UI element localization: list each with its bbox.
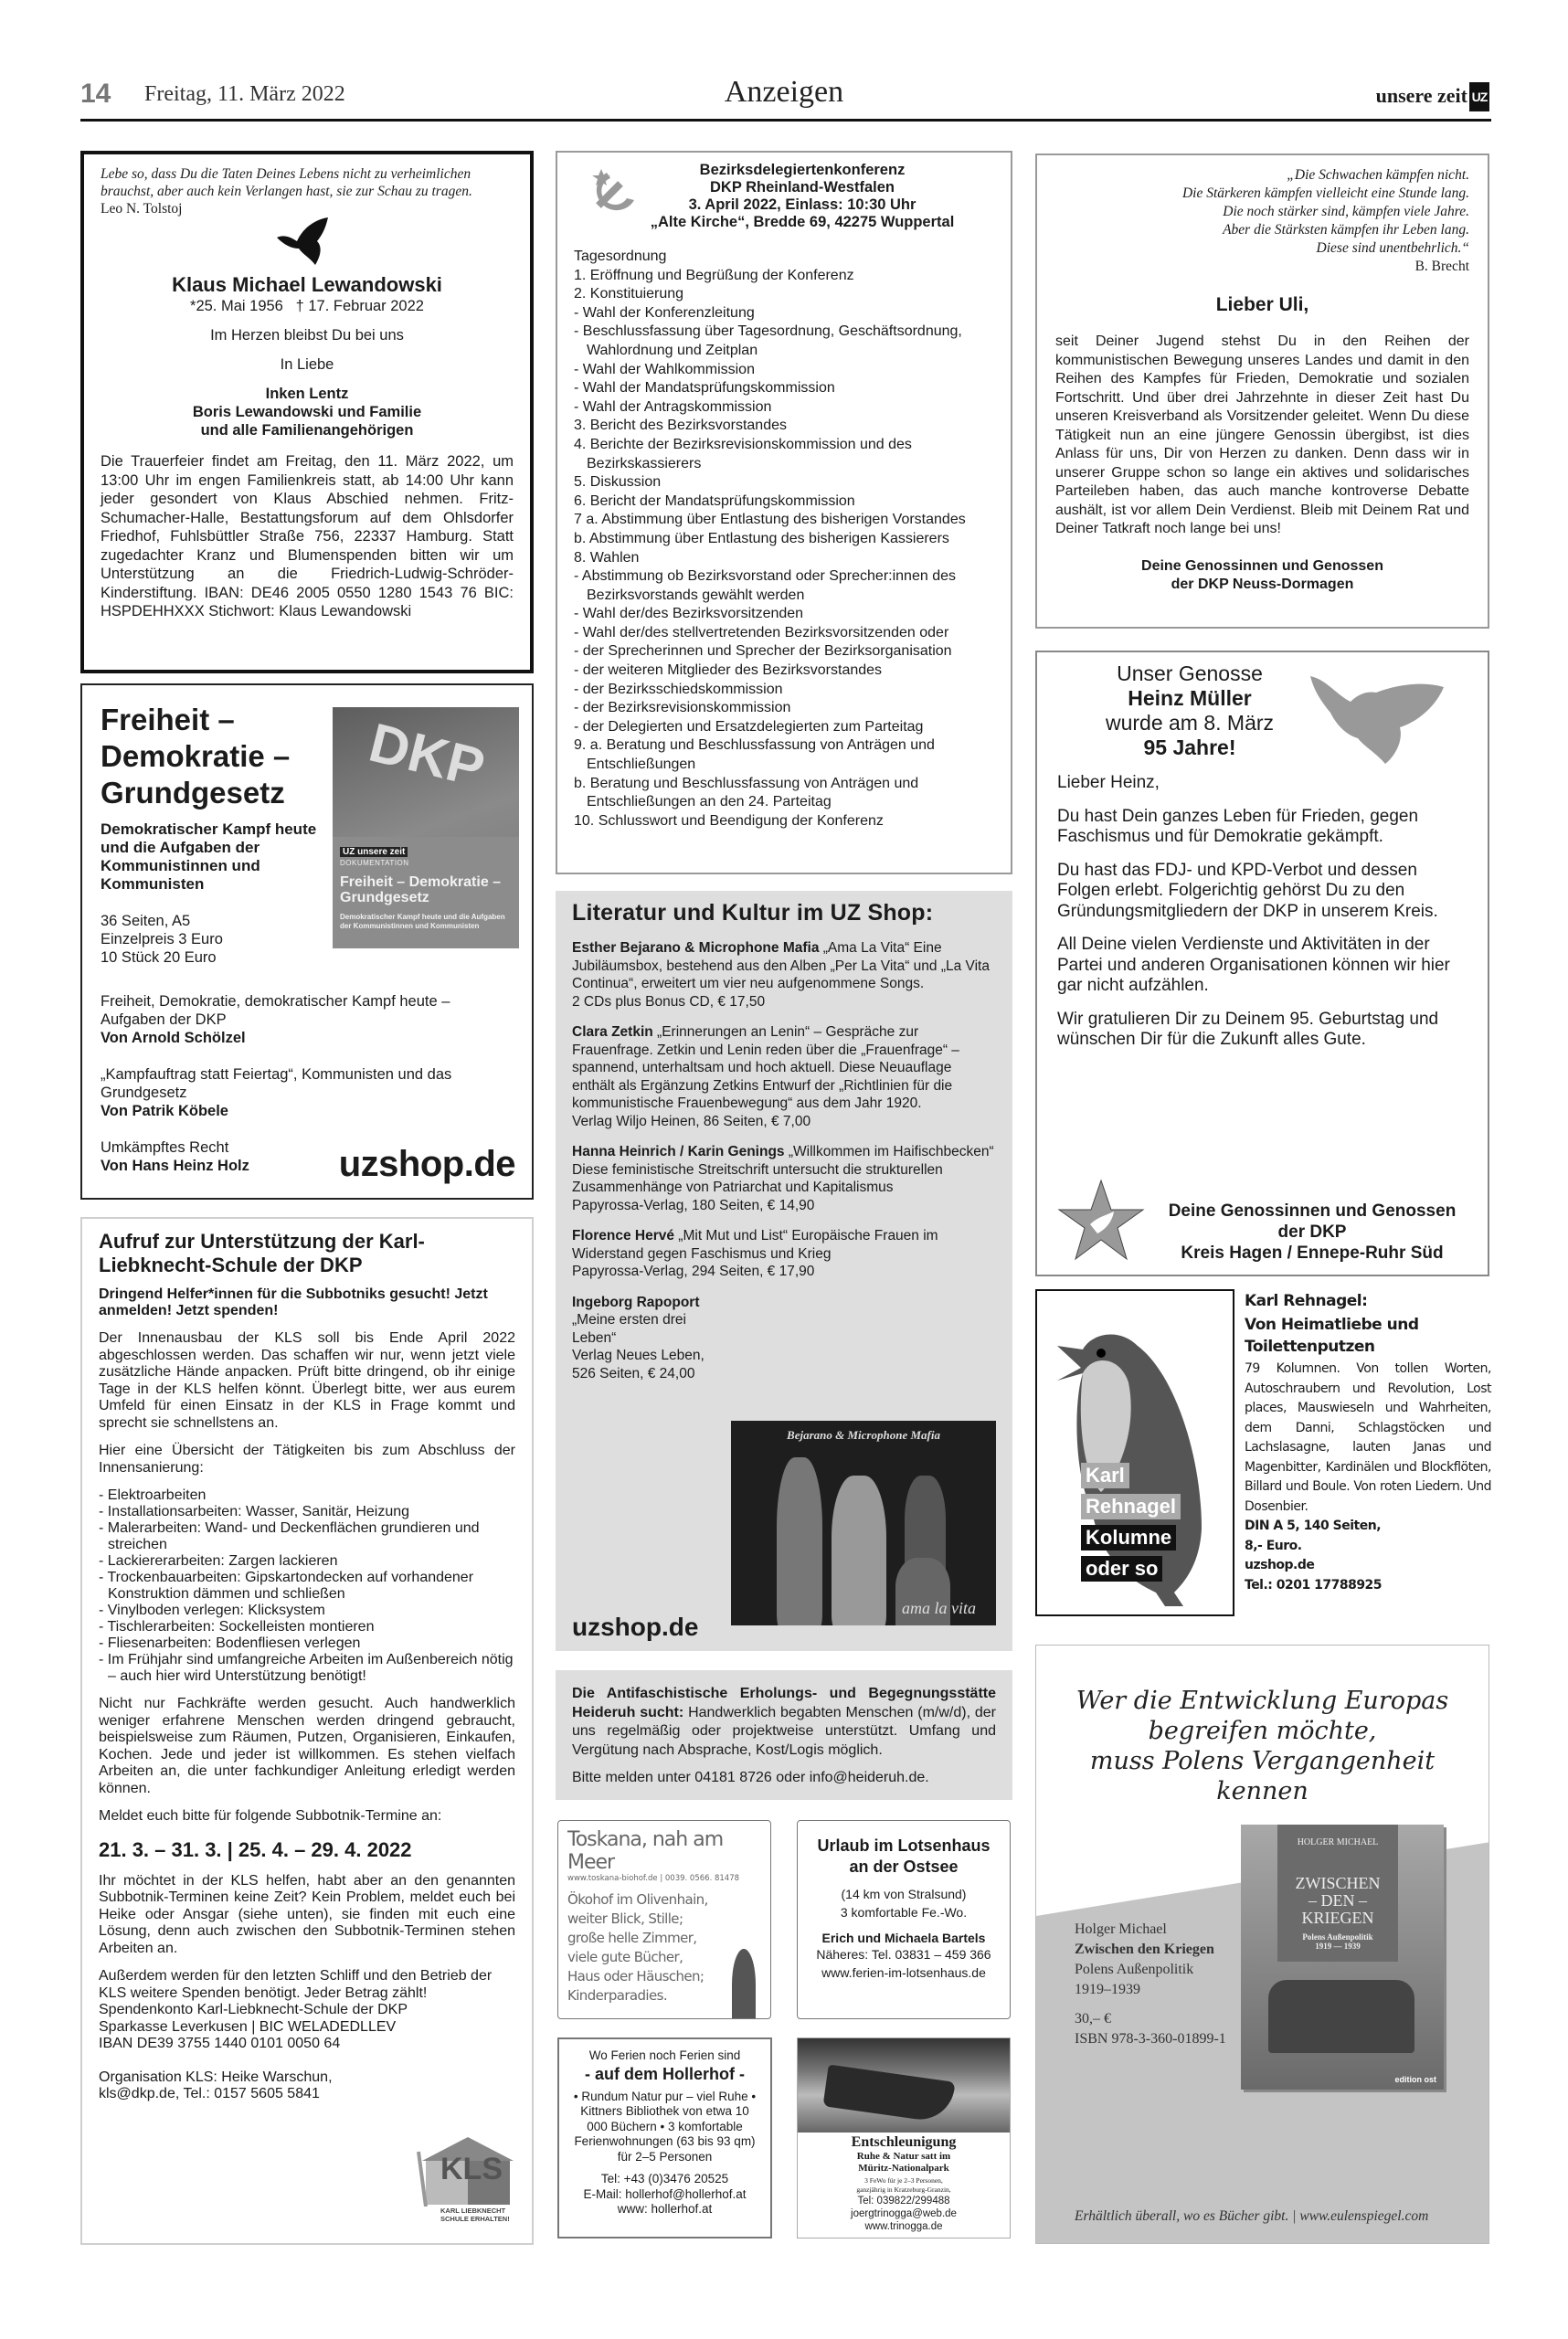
agenda-item: 5. Diskussion — [574, 474, 662, 491]
rehnagel-description: 79 Kolumnen. Von tollen Worten, Autoschraubern und Revolution, Lost places, Mauswieseln und Wahrheiten, dem Danni, Schlagstöcken und Lachslasagne, lauten Janas und Magenbitter, Kardinälen und Blockflöten, Billard und Boule. Von roten Liedern. Und Dosenbier. — [1245, 1361, 1491, 1514]
book-cover-image — [1241, 1825, 1444, 2090]
toskana-line: große helle Zimmer, — [567, 1930, 697, 1946]
obituary-ad — [80, 151, 534, 673]
cover-title-line: ZWISCHEN — [1295, 1874, 1381, 1892]
article-item — [101, 1065, 493, 1120]
item-author: Ingeborg Rapoport — [572, 1294, 700, 1310]
item-price: Verlag Neues Leben, 526 Seiten, € 24,00 — [572, 1348, 705, 1381]
cd-cover-title: Bejarano & Microphone Mafia — [787, 1428, 940, 1442]
contact-info — [99, 2069, 515, 2103]
agenda-item: 2. Konstituierung — [574, 286, 684, 302]
item-text: „Mit Mut und List“ Europäische Frauen im Widerstand gegen Faschismus und Krieg — [572, 1228, 938, 1262]
star-dove-icon — [1057, 1179, 1145, 1265]
signature — [1055, 557, 1469, 594]
rehnagel-subtitle: Von Heimatliebe und Toilettenputzen — [1245, 1316, 1419, 1356]
signature-line: Deine Genossinnen und Genossen — [1168, 1201, 1457, 1221]
article-title: „Kampfauftrag statt Feiertag“, Kommunisten und das Grundgesetz — [101, 1066, 452, 1101]
book-cover-image — [333, 707, 519, 948]
agenda-item: - Wahl der Wahlkommission — [574, 361, 755, 377]
task-item: - Lackiererarbeiten: Zargen lackieren — [99, 1553, 338, 1569]
item-author: Clara Zetkin — [572, 1024, 653, 1040]
task-item: - Trockenbauarbeiten: Gipskartondecken auf vorhandener Konstruktion dämmen und schließen — [99, 1570, 474, 1602]
task-item: - Fliesenarbeiten: Bodenfliesen verlegen — [99, 1635, 361, 1651]
agenda-list — [574, 248, 994, 831]
heideruh-text: Handwerklich begabten Menschen (m/w/d), der uns regelmäßig oder projektweise unterstützt. Umfang und Vergütung nach Absprache, Kost/Logis möglich. — [572, 1704, 996, 1758]
hollerhof-intro: Wo Ferien noch Ferien sind — [588, 2048, 741, 2062]
article-title: Umkämpftes Recht — [101, 1139, 229, 1156]
brand-name: unsere zeit — [1375, 84, 1467, 107]
agenda-item: - der Bezirksrevisionskommission — [574, 700, 791, 716]
info-line: (14 km von Stralsund) — [841, 1887, 967, 1901]
info-line: ganzjährig in Kratzeburg-Granzin, — [856, 2186, 951, 2194]
deceased-name: Klaus Michael Lewandowski — [172, 273, 442, 296]
obituary-body: Die Trauerfeier findet am Freitag, den 11. März 2022, um 13:00 Uhr im engen Familienkreis statt, ab 14:00 Uhr kann jeder gesondert von Klaus Abschied nehmen. Fritz-Schumacher-Halle, Bestattungsforum auf dem Ohlsdorfer Friedhof, Fuhlsbüttler Straße 756, 22337 Hamburg. Statt zugedachter Kranz und Blumenspenden bitten wir um Unterstützung an die Friedrich-Ludwig-Schröder-Kinderstiftung. IBAN: DE46 2005 0550 1280 1543 76 BIC: HSPDEHHXXX Stichwort: Klaus Lewandowski — [101, 453, 514, 619]
headline-line: kennen — [1216, 1777, 1308, 1805]
birthday-body — [1057, 773, 1467, 1051]
mourners — [101, 385, 514, 439]
body-paragraph: Du hast das FDJ- und KPD-Verbot und dessen Folgen erlebt. Folgerichtig gehörst Du zu den Gründungsmitgliedern der DKP in unserem Kreis. — [1057, 860, 1438, 921]
task-item: - Elektroarbeiten — [99, 1487, 207, 1503]
toskana-line: Kinderparadies. — [567, 1987, 668, 2004]
contact-line: Organisation KLS: Heike Warschun, — [99, 2069, 333, 2085]
lotsenhaus-info — [807, 1885, 1001, 1921]
detail-line: DIN A 5, 140 Seiten, — [1245, 1519, 1382, 1533]
agenda-item: - Wahl der Konferenzleitung — [574, 304, 755, 321]
agenda-item: - der Sprecherinnen und Sprecher der Bezirksorganisation — [574, 643, 952, 660]
birthday-header — [1057, 661, 1322, 760]
eulenspiegel-book-ad — [1035, 1645, 1489, 2244]
issue-date: Freitag, 11. März 2022 — [144, 82, 345, 106]
item-price: Verlag Wiljo Heinen, 86 Seiten, € 7,00 — [572, 1113, 811, 1129]
greeting: Lieber Uli, — [1215, 294, 1309, 315]
rehnagel-details — [1245, 1517, 1491, 1595]
uz-shop-ad — [556, 891, 1012, 1651]
rehnagel-cover-image — [1035, 1289, 1234, 1616]
appeal-lead: Dringend Helfer*innen für die Subbotniks gesucht! Jetzt anmelden! Jetzt spenden! — [99, 1286, 488, 1318]
signature-line: Deine Genossinnen und Genossen — [1141, 557, 1383, 574]
book-subtitle: Demokratischer Kampf heute und die Aufgaben der Kommunistinnen und Kommunisten — [101, 820, 317, 893]
hollerhof-contact — [570, 2172, 759, 2217]
info-line: 3 komfortable Fe.-Wo. — [840, 1905, 968, 1920]
subtitle-line: Müritz-Nationalpark — [858, 2163, 949, 2174]
header-line: „Alte Kirche“, Bredde 69, 42275 Wuppertal — [650, 214, 955, 230]
ad-footer — [1075, 2208, 1428, 2225]
book-author: Holger Michael — [1075, 1921, 1167, 1937]
article-item — [101, 992, 493, 1047]
spec-line: 36 Seiten, A5 — [101, 913, 191, 929]
body-paragraph: All Deine vielen Verdienste und Aktivitäten in der Partei und anderen Organisationen können wir hier gar nicht aufzählen. — [1057, 935, 1450, 995]
appeal-paragraph: Ihr möchtet in der KLS helfen, habt aber an den genannten Subbotnik-Terminen keine Zeit? Kein Problem, meldet euch bei Heike oder Ansgar (siehe unten), sie finden mit euch eine Lösung, denn auch zwischen den Subbotnik-Terminen stehen Arbeiten an. — [99, 1872, 515, 1956]
toskana-ad — [557, 1820, 771, 2019]
agenda-item: b. Abstimmung über Entlastung des bisherigen Kassierers — [574, 530, 949, 546]
book-info — [1075, 1920, 1226, 2049]
item-text: „Meine ersten drei Leben“ — [572, 1312, 686, 1346]
item-author: Florence Hervé — [572, 1228, 674, 1244]
agenda-item: 3. Bericht des Bezirksvorstandes — [574, 418, 787, 434]
agenda-item: 10. Schlusswort und Beendigung der Konferenz — [574, 812, 884, 829]
kls-logo-text: KLS — [440, 2152, 503, 2186]
rehnagel-ad-text — [1245, 1290, 1491, 1595]
uz-logo: UZ — [1469, 82, 1489, 111]
contact-line: E-Mail: hollerhof@hollerhof.at — [583, 2186, 747, 2201]
hollerhof-ad — [557, 2037, 772, 2238]
appeal-paragraph: Meldet euch bitte für folgende Subbotnik-Termine an: — [99, 1808, 442, 1824]
agenda-item: 1. Eröffnung und Begrüßung der Konferenz — [574, 267, 854, 283]
quote-line: „Die Schwachen kämpfen nicht. — [1287, 167, 1469, 183]
agenda-item: - Wahl der/des Bezirksvorsitzenden — [574, 606, 804, 622]
heideruh-lead: Die Antifaschistische Erholungs- und Begegnungsstätte Heideruh sucht: — [572, 1686, 996, 1720]
donation-line: Sparkasse Leverkusen | BIC WELADEDLLEV — [99, 2018, 397, 2035]
donation-line: IBAN DE39 3755 1440 0101 0050 64 — [99, 2036, 341, 2051]
trinogga-subtitle — [798, 2151, 1010, 2175]
title-line: Grundgesetz — [101, 776, 285, 810]
freiheit-book-ad — [80, 683, 534, 1200]
task-item: - Tischlerarbeiten: Sockelleisten montieren — [99, 1619, 375, 1635]
contact-line: kls@dkp.de, Tel.: 0157 5605 5841 — [99, 2086, 320, 2101]
item-price: Papyrossa-Verlag, 294 Seiten, € 17,90 — [572, 1264, 815, 1279]
dove-icon — [101, 217, 514, 270]
obituary-line: In Liebe — [280, 356, 334, 373]
donation-line: Außerdem werden für den letzten Schliff und den Betrieb der KLS weitere Spenden benötigt. Jeder Betrag zählt! — [99, 1968, 493, 2001]
header-rule — [80, 119, 1491, 122]
trinogga-contact — [798, 2195, 1010, 2233]
cover-years: 1919 — 1939 — [1315, 1942, 1361, 1951]
agenda-item: b. Beratung und Beschlussfassung von Anträgen und Entschließungen an den 24. Parteitag — [574, 775, 919, 810]
agenda-item: 7 a. Abstimmung über Entlastung des bisherigen Vorstandes — [574, 512, 966, 528]
task-item: - Installationsarbeiten: Wasser, Sanitär, Heizung — [99, 1504, 410, 1519]
cypress-image — [732, 1949, 756, 2019]
task-list — [99, 1487, 515, 1685]
cover-tag: Rehnagel — [1081, 1494, 1181, 1519]
birthday-ad — [1035, 651, 1489, 1276]
headline-line: muss Polens Vergangenheit — [1089, 1747, 1436, 1775]
shop-item — [572, 1227, 996, 1281]
quote-line: Die Stärkeren kämpfen vielleicht eine Stunde lang. — [1181, 185, 1469, 201]
tribute-body: seit Deiner Jugend stehst Du in den Reihen der kommunistischen Bewegung unseres Landes und damit in den Reihen des Kampfes für Frieden, Demokratie und sozialen Fortschritt. Und über drei Jahrzehnte in dieser Zeit hast Du unseren Kreisverband als Vorsitzender geleitet. Wenn Du diese Tätigkeit nun an eine jüngere Genossin übergibst, ist dies Anlass für uns, Dir von Herzen zu danken. Denn dass wir in unserer Gruppe schon so lange ein aktives und solidarisches Parteileben haben, das auch manche kontroverse Debatte aushält, ist vor allem Dein Verdienst. Bleib mit Deinem Rat und Deiner Tatkraft noch lange bei uns! — [1055, 333, 1469, 536]
title-line: Freiheit – — [101, 703, 235, 736]
agenda-item: 4. Berichte der Bezirksrevisionskommission und des Bezirkskassierers — [574, 436, 912, 471]
obituary-line: Im Herzen bleibst Du bei uns — [210, 327, 404, 344]
hollerhof-text: • Rundum Natur pur – viel Ruhe • Kittners Bibliothek von etwa 10 000 Büchern • 3 komfortable Ferienwohnungen (63 bis 93 qm) für 2–5 Personen — [573, 2089, 757, 2164]
kls-logo — [413, 2133, 514, 2225]
body-paragraph: Wir gratulieren Dir zu Deinem 95. Geburtstag und wünschen Dir für die Zukunft alles Gute. — [1057, 1009, 1439, 1049]
quote-line: Die noch stärker sind, kämpfen viele Jahre. — [1223, 204, 1469, 219]
subbotnik-dates: 21. 3. – 31. 3. | 25. 4. – 29. 4. 2022 — [99, 1837, 412, 1861]
item-price: Papyrossa-Verlag, 180 Seiten, € 14,90 — [572, 1197, 815, 1213]
section-title: Anzeigen — [724, 75, 844, 109]
item-text: „Erinnerungen an Lenin“ – Gespräche zur Frauenfrage. Zetkin und Lenin reden über die „Frauenfrage“ – spannend, unterhaltsam und hoch aktuell. Diese Neuauflage enthält als Ergänzung Zetkins Entwurf der „Richtlinien für die kommunistische Frauenbewegung“ aus dem Jahr 1920. — [572, 1024, 959, 1111]
book-title: Zwischen den Kriegen — [1075, 1942, 1214, 1957]
trinogga-title: Entschleunigung — [851, 2134, 957, 2150]
cd-cover-subtitle: ama la vita — [902, 1599, 976, 1617]
cover-series: DOKUMENTATION — [340, 859, 409, 867]
header-line: Unser Genosse — [1117, 661, 1263, 685]
headline-line: Wer die Entwicklung Europas — [1075, 1687, 1449, 1715]
info-line: 3 FeWo für je 2–3 Personen, — [864, 2176, 943, 2185]
header-line: DKP Rheinland-Westfalen — [709, 179, 895, 196]
contact-line: Tel: +43 (0)3476 20525 — [600, 2172, 729, 2186]
kls-logo-caption: KARL LIEBKNECHT SCHULE ERHALTEN! — [440, 2207, 510, 2223]
appeal-paragraph: Der Innenausbau der KLS soll bis Ende April 2022 abgeschlossen werden. Das schaffen wir nur, wenn jetzt viele zusätzliche Hände anpacken. Prüft bitte dringend, ob ihr einige Tage in der KLS helfen könnt. Überlegt bitte, wer aus eurem Umfeld für einen Einsatz in der KLS in Frage kommt und sprecht sie schnellstens an. — [99, 1330, 515, 1431]
toskana-line: viele gute Bücher, — [567, 1949, 683, 1965]
cover-title — [1277, 1875, 1398, 1927]
brecht-quote — [1055, 166, 1469, 258]
book-years: 1919–1939 — [1075, 1982, 1140, 1997]
item-text: „Willkommen im Haifischbecken“ Diese feministische Streitschrift untersucht die strukturellen Zusammenhänge von Patriarchat und Kapitalismus — [572, 1144, 994, 1195]
book-isbn: ISBN 978-3-360-01899-1 — [1075, 2031, 1226, 2047]
donation-info — [99, 1968, 515, 2053]
toskana-line: weiter Blick, Stille; — [567, 1910, 683, 1927]
contact-line: www: hollerhof.at — [617, 2202, 713, 2216]
uli-tribute-ad — [1035, 153, 1489, 629]
agenda-item: 8. Wahlen — [574, 549, 640, 566]
quote-line: Aber die Stärksten kämpfen ihr Leben lang. — [1223, 222, 1469, 238]
detail-line: Tel.: 0201 17788925 — [1245, 1577, 1383, 1593]
lotsenhaus-ad — [797, 1820, 1011, 2019]
task-item: - Malerarbeiten: Wand- und Deckenflächen grundieren und streichen — [99, 1520, 480, 1552]
toskana-line: Haus oder Häuschen; — [567, 1968, 705, 1984]
agenda-item: 9. a. Beratung und Beschlussfassung von Anträgen und Entschließungen — [574, 737, 935, 773]
agenda-item: - der Delegierten und Ersatzdelegierten zum Parteitag — [574, 718, 924, 735]
cd-cover-image — [731, 1421, 996, 1625]
header-line: wurde am 8. März — [1105, 711, 1275, 735]
hollerhof-title: - auf dem Hollerhof - — [585, 2064, 745, 2083]
appeal-paragraph: Hier eine Übersicht der Tätigkeiten bis zum Abschluss der Innensanierung: — [99, 1443, 515, 1476]
obituary-quote-author: Leo N. Tolstoj — [101, 201, 183, 217]
conference-ad — [556, 151, 1012, 874]
obituary-quote: Lebe so, dass Du die Taten Deines Lebens nicht zu verheimlichen brauchst, aber auch kein Verlangen hast, sie zur Schau zu tragen. — [101, 166, 472, 199]
article-title: Freiheit, Demokratie, demokratischer Kampf heute – Aufgaben der DKP — [101, 993, 450, 1028]
book-price: 30,– € — [1075, 2011, 1111, 2027]
task-item: - Vinylboden verlegen: Klicksystem — [99, 1603, 325, 1618]
quote-author: B. Brecht — [1414, 259, 1469, 274]
headline-line: begreifen möchte, — [1148, 1717, 1377, 1745]
heideruh-ad — [556, 1670, 1012, 1800]
donation-line: Spendenkonto Karl-Liebknecht-Schule der DKP — [99, 2002, 408, 2017]
dove-icon — [1308, 674, 1446, 770]
cover-title-line: – DEN – — [1308, 1891, 1367, 1910]
heideruh-contact: Bitte melden unter 04181 8726 oder info@heideruh.de. — [572, 1770, 929, 1785]
shop-link[interactable]: uzshop.de — [572, 1613, 699, 1641]
item-author: Esther Bejarano & Microphone Mafia — [572, 940, 820, 956]
header-line: Bezirksdelegiertenkonferenz — [699, 162, 906, 178]
kls-appeal-ad — [80, 1217, 534, 2245]
agenda-item: - der Bezirksschiedskommission — [574, 681, 783, 697]
shop-item — [572, 1294, 727, 1383]
quote-line: Diese sind unentbehrlich.“ — [1316, 240, 1469, 256]
ad-headline — [1036, 1686, 1489, 1806]
agenda-item: - der weiteren Mitglieder des Bezirksvorstandes — [574, 662, 883, 679]
lotsenhaus-url[interactable]: www.ferien-im-lotsenhaus.de — [821, 1965, 986, 1980]
agenda-item: - Wahl der Mandatsprüfungskommission — [574, 380, 835, 397]
title-line: Demokratie – — [101, 739, 291, 773]
age-line: 95 Jahre! — [1143, 736, 1236, 759]
mourner: Inken Lentz — [265, 386, 349, 402]
signature-line: der DKP — [1277, 1222, 1347, 1242]
signature — [1157, 1201, 1467, 1264]
rehnagel-title: Karl Rehnagel: — [1245, 1292, 1368, 1310]
agenda-item: - Wahl der/des stellvertretenden Bezirksvorsitzenden oder — [574, 624, 949, 640]
shop-ad-title: Literatur und Kultur im UZ Shop: — [572, 900, 934, 926]
contact-line: www.trinogga.de — [864, 2221, 943, 2232]
body-paragraph: Lieber Heinz, — [1057, 773, 1160, 792]
toskana-line: Ökohof im Olivenhain, — [567, 1891, 708, 1908]
signature-line: der DKP Neuss-Dormagen — [1171, 576, 1354, 592]
shop-link[interactable]: uzshop.de — [338, 1144, 515, 1184]
agenda-item: - Abstimmung ob Bezirksvorstand oder Sprecher:innen des Bezirksvorstands gewählt werden — [574, 568, 956, 603]
availability-note: Erhältlich überall, wo es Bücher gibt. | www.eulenspiegel.com — [1075, 2208, 1429, 2224]
life-dates: *25. Mai 1956 † 17. Februar 2022 — [190, 298, 424, 314]
shop-item — [572, 1143, 996, 1214]
cover-flag-text: DKP — [363, 711, 491, 799]
cover-badge: UZ unsere zeit — [340, 847, 408, 857]
book-subtitle: Polens Außenpolitik — [1075, 1962, 1194, 1977]
spec-line: Einzelpreis 3 Euro — [101, 931, 223, 947]
cover-subtitle: Demokratischer Kampf heute und die Aufgaben der Kommunistinnen und Kommunisten — [340, 913, 505, 930]
cover-tag: oder so — [1081, 1556, 1162, 1582]
cover-subtitle: Polens Außenpolitik — [1302, 1932, 1373, 1942]
toskana-title: Toskana, nah am Meer — [567, 1828, 724, 1874]
mourner: und alle Familienangehörigen — [200, 422, 414, 439]
contact-line: Tel: 039822/299488 — [857, 2196, 950, 2207]
cover-title-line: KRIEGEN — [1301, 1909, 1374, 1927]
agenda-item: - Wahl der Antragskommission — [574, 398, 772, 415]
lake-boat-image — [798, 2038, 1010, 2133]
trinogga-info — [798, 2176, 1010, 2195]
cover-tag: Kolumne — [1081, 1525, 1176, 1551]
cover-author: HOLGER MICHAEL — [1297, 1837, 1379, 1847]
lotsenhaus-owner: Erich und Michaela Bartels — [821, 1931, 986, 1945]
body-paragraph: Du hast Dein ganzes Leben für Frieden, gegen Faschismus und für Demokratie gekämpft. — [1057, 806, 1419, 846]
detail-line: 8,- Euro. — [1245, 1538, 1302, 1553]
toskana-url: www.toskana-biohof.de | 0039. 0566. 81478 — [567, 1874, 740, 1883]
header-line: 3. April 2022, Einlass: 10:30 Uhr — [688, 196, 916, 213]
agenda-item: Tagesordnung — [574, 249, 667, 264]
item-author: Hanna Heinrich / Karin Genings — [572, 1144, 785, 1159]
trinogga-ad — [797, 2037, 1011, 2238]
subtitle-line: Ruhe & Natur satt im — [856, 2151, 951, 2162]
lotsenhaus-phone: Näheres: Tel. 03831 – 459 366 — [816, 1947, 991, 1962]
appeal-title: Aufruf zur Unterstützung der Karl-Liebknecht-Schule der DKP — [99, 1230, 425, 1276]
mourner: Boris Lewandowski und Familie — [192, 404, 422, 420]
agenda-item: 6. Bericht der Mandatsprüfungskommission — [574, 492, 855, 509]
cover-tag: Karl — [1081, 1463, 1129, 1488]
lotsenhaus-title: Urlaub im Lotsenhaus an der Ostsee — [817, 1836, 991, 1876]
contact-line: joergtrinogga@web.de — [851, 2208, 957, 2219]
item-price: 2 CDs plus Bonus CD, € 17,50 — [572, 993, 766, 1010]
detail-line: uzshop.de — [1245, 1558, 1315, 1572]
appeal-paragraph: Nicht nur Fachkräfte werden gesucht. Auch handwerklich weniger erfahrene Menschen werden dringend gebraucht, beispielsweise zum Räumen, Putzen, Organisieren, Einkaufen, Kochen. Jede und jeder ist willkommen. Es stehen vielfach Arbeiten an, die unter fachkundiger Anleitung erledigt werden können. — [99, 1696, 515, 1796]
shop-item — [572, 939, 996, 1011]
page-number: 14 — [80, 79, 111, 109]
hammer-sickle-icon — [588, 167, 640, 219]
article-author: Von Patrik Köbele — [101, 1103, 228, 1119]
cover-title: Freiheit – Demokratie – Grundgesetz — [340, 874, 502, 905]
item-text: „Ama La Vita“ Eine Jubiläumsbox, bestehend aus den Alben „Per La Vita“ und „La Vita Continua“, erweitert um vier neu aufgenommene Songs. — [572, 940, 990, 991]
article-author: Von Arnold Schölzel — [101, 1030, 246, 1046]
agenda-item: - Beschlussfassung über Tagesordnung, Geschäftsordnung, Wahlordnung und Zeitplan — [574, 323, 962, 358]
signature-line: Kreis Hagen / Ennepe-Ruhr Süd — [1181, 1244, 1444, 1263]
honoree-name: Heinz Müller — [1128, 686, 1252, 710]
spec-line: 10 Stück 20 Euro — [101, 949, 217, 966]
task-item: - Im Frühjahr sind umfangreiche Arbeiten im Außenbereich nötig – auch hier wird Unterstützung benötigt! — [99, 1652, 514, 1684]
article-author: Von Hans Heinz Holz — [101, 1158, 249, 1174]
shop-item — [572, 1023, 996, 1130]
cover-publisher: edition ost — [1394, 2075, 1436, 2084]
